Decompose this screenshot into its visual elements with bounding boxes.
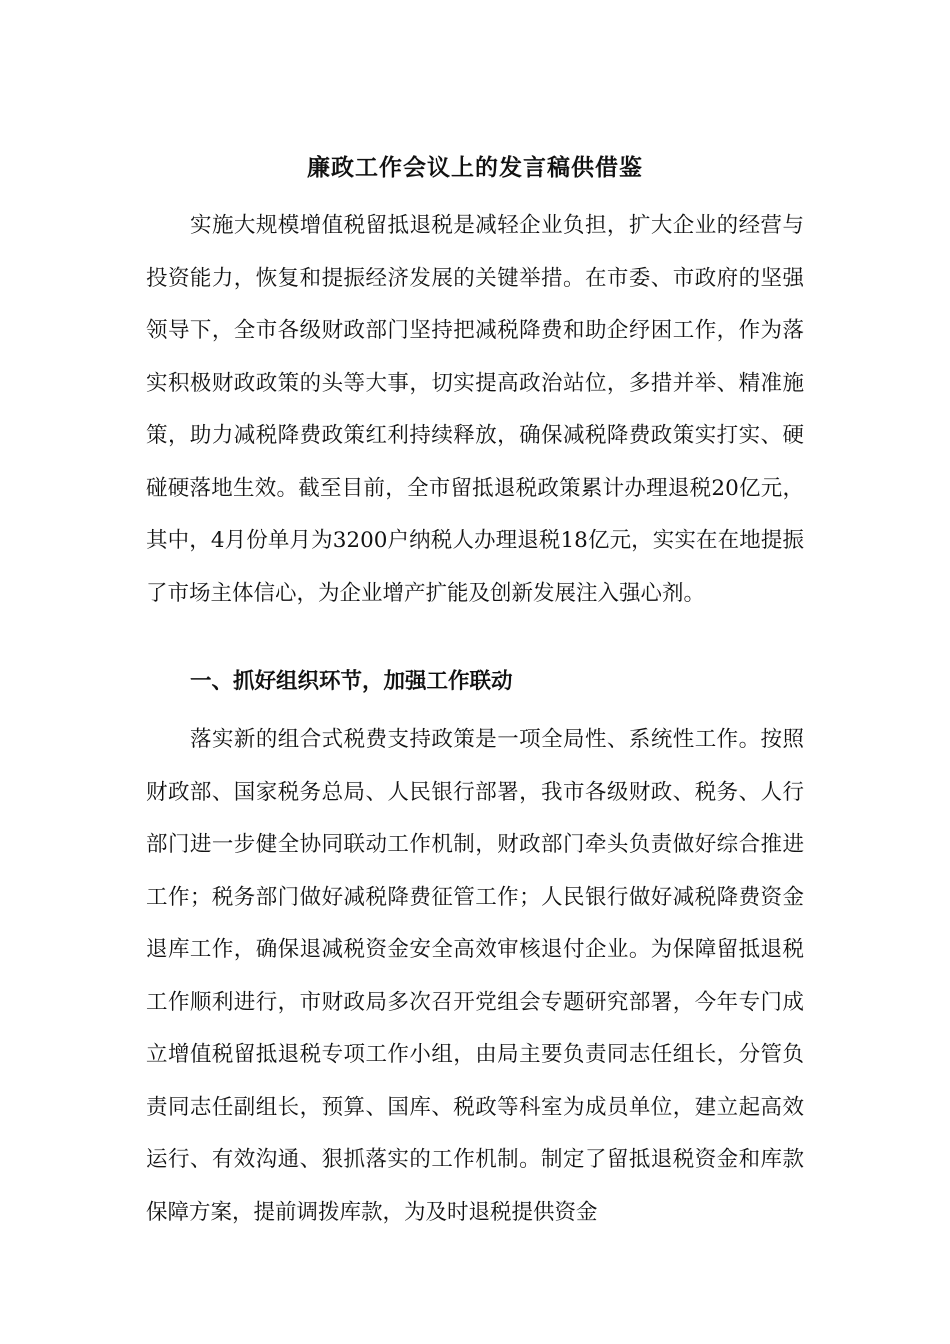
document-title: 廉政工作会议上的发言稿供借鉴: [307, 154, 643, 181]
body-paragraph: 落实新的组合式税费支持政策是一项全局性、系统性工作。按照财政部、国家税务总局、人民银行部署，我市各级财政、税务、人行部门进一步健全协同联动工作机制，财政部门牵头负责做好综合推进工作；税务部门做好减税降费征管工作；人民银行做好减税降费资金退库工作，确保退减税资金安全高效审核退付企业。为保障留抵退税工作顺利进行，市财政局多次召开党组会专题研究部署，今年专门成立增值税留抵退税专项工作小组，由局主要负责同志任组长，分管负责同志任副组长，预算、国库、税政等科室为成员单位，建立起高效运行、有效沟通、狠抓落实的工作机制。制定了留抵退税资金和库款保障方案，提前调拨库款，为及时退税提供资金: [146, 727, 804, 1225]
intro-paragraph: 实施大规模增值税留抵退税是减轻企业负担，扩大企业的经营与投资能力，恢复和提振经济发展的关键举措。在市委、市政府的坚强领导下，全市各级财政部门坚持把减税降费和助企纾困工作，作为落实积极财政政策的头等大事，切实提高政治站位，多措并举、精准施策，助力减税降费政策红利持续释放，确保减税降费政策实打实、硬碰硬落地生效。截至目前，全市留抵退税政策累计办理退税20亿元，其中，4月份单月为3200户纳税人办理退税18亿元，实实在在地提振了市场主体信心，为企业增产扩能及创新发展注入强心剂。: [146, 213, 804, 606]
section-heading: 一、抓好组织环节，加强工作联动: [190, 669, 513, 694]
